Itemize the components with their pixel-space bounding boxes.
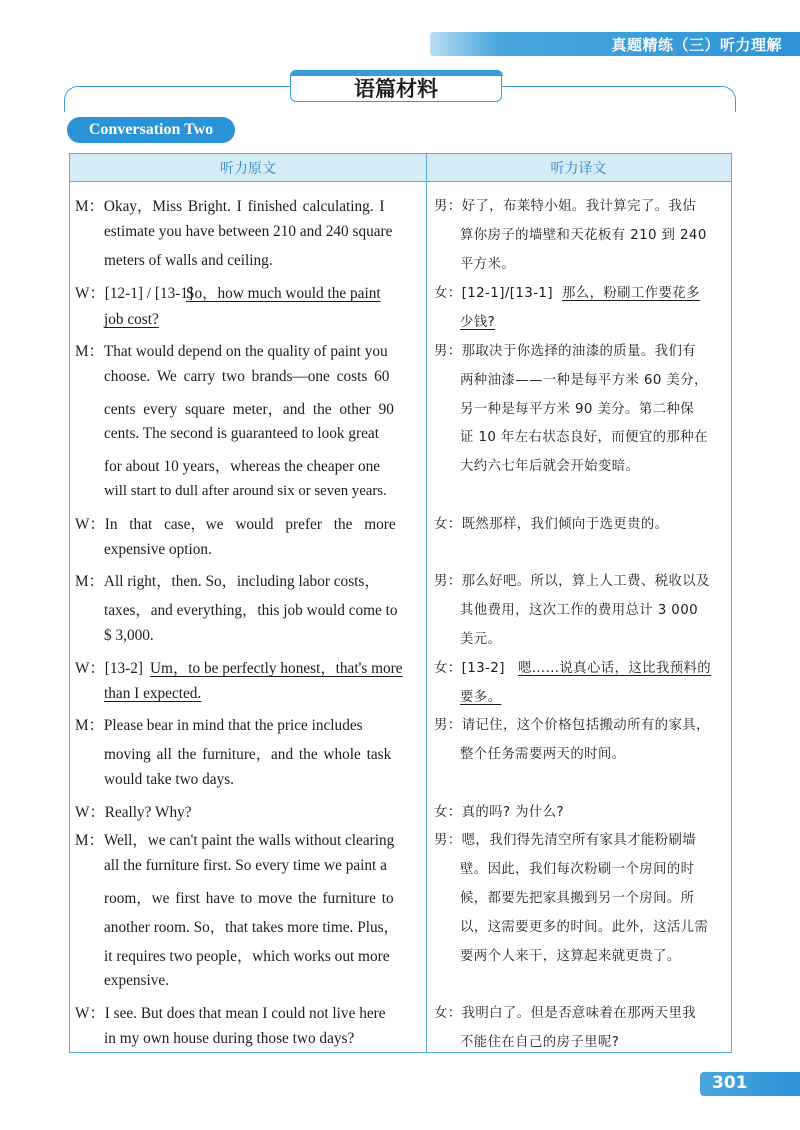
text-line: cents every square meter，and the other 90: [104, 401, 394, 418]
text-line: expensive.: [104, 972, 169, 989]
text-line: 候，都要先把家具搬到另一个房间。所: [460, 891, 695, 906]
text-line: another room. So，that takes more time. Plus，: [104, 919, 399, 936]
text-line: 男：请记住，这个价格包括搬动所有的家具，: [434, 718, 710, 733]
text-line: 美元。: [460, 632, 502, 647]
text-line: 壁。因此，我们每次粉刷一个房间的时: [460, 862, 695, 877]
text-line: estimate you have between 210 and 240 square: [104, 223, 393, 240]
text-line: choose. We carry two brands—one costs 60: [104, 368, 390, 385]
highlighted-text: 那么，粉刷工作要花多: [562, 286, 700, 301]
text-line: M：That would depend on the quality of paint you: [75, 343, 388, 360]
text-line: 大约六七年后就会开始变暗。: [460, 459, 640, 474]
highlighted-text: job cost?: [104, 311, 159, 328]
text-line: M：Please bear in mind that the price includes: [75, 717, 363, 734]
text-line: expensive option.: [104, 541, 212, 558]
column-divider: [426, 154, 427, 1052]
column-header-translation: 听力译文: [550, 161, 607, 177]
text-line: W：[12-1] / [13-1]: [75, 285, 194, 302]
text-line: it requires two people，which works out more: [104, 948, 390, 965]
text-line: W：In that case，we would prefer the more: [75, 516, 396, 533]
text-line: 女：[12-1]/[13-1]: [434, 286, 553, 301]
text-line: 不能住在自己的房子里呢?: [460, 1035, 620, 1050]
page-number: 301: [712, 1073, 748, 1093]
text-line: 女：真的吗? 为什么?: [434, 805, 564, 820]
table-header: [70, 154, 731, 182]
highlighted-text: 嗯……说真心话，这比我预料的: [518, 661, 712, 676]
text-line: 男：好了，布莱特小姐。我计算完了。我估: [434, 199, 697, 214]
text-line: 平方米。: [460, 257, 516, 272]
text-line: for about 10 years，whereas the cheaper one: [104, 458, 381, 475]
text-line: 两种油漆——一种是每平方米 60 美分，: [460, 373, 708, 388]
text-line: 其他费用，这次工作的费用总计 3 000: [460, 603, 699, 618]
text-line: W：Really? Why?: [75, 804, 192, 821]
text-line: meters of walls and ceiling.: [104, 252, 273, 269]
text-line: taxes，and everything，this job would come to: [104, 602, 398, 619]
text-line: cents. The second is guaranteed to look great: [104, 425, 379, 442]
highlighted-text: than I expected.: [104, 685, 202, 702]
highlighted-text: 少钱?: [460, 315, 496, 330]
text-line: 算你房子的墙壁和天花板有 210 到 240: [460, 228, 707, 243]
highlighted-text: Um，to be perfectly honest，that's more: [150, 660, 403, 677]
highlighted-text: 要多。: [460, 690, 502, 705]
text-line: $ 3,000.: [104, 627, 154, 644]
text-line: 男：那么好吧。所以，算上人工费、税收以及: [434, 574, 710, 589]
section-banner: [430, 32, 800, 56]
text-line: M：All right，then. So，including labor costs，: [75, 573, 380, 590]
transcript-table: [69, 153, 732, 1053]
text-line: M：Okay，Miss Bright. I finished calculating. I: [75, 198, 385, 215]
text-line: W：I see. But does that mean I could not live here: [75, 1005, 386, 1022]
text-line: 要两个人来干，这算起来就更贵了。: [460, 949, 681, 964]
text-line: will start to dull after around six or seven years.: [104, 483, 387, 499]
text-line: in my own house during those two days?: [104, 1030, 355, 1047]
conversation-badge: Conversation Two: [67, 117, 235, 143]
section-title: 真题精练（三）听力理解: [611, 36, 782, 54]
text-line: 另一种是每平方米 90 美分。第二种保: [460, 402, 695, 417]
text-line: all the furniture first. So every time we paint a: [104, 857, 387, 874]
text-line: 整个任务需要两天的时间。: [460, 747, 626, 762]
text-line: 证 10 年左右状态良好，而便宜的那种在: [460, 430, 708, 445]
page-number-tab: [700, 1072, 800, 1096]
text-line: moving all the furniture，and the whole task: [104, 746, 392, 763]
text-line: would take two days.: [104, 771, 235, 788]
text-line: M：Well，we can't paint the walls without clearing: [75, 832, 395, 849]
text-line: 男：嗯，我们得先清空所有家具才能粉刷墙: [434, 833, 697, 848]
text-line: 以，这需要更多的时间。此外，这活儿需: [460, 920, 709, 935]
page-title: 语篇材料: [354, 77, 438, 101]
text-line: 女：我明白了。但是否意味着在那两天里我: [434, 1006, 697, 1021]
title-box: [290, 70, 502, 102]
highlighted-text: So，how much would the paint: [186, 285, 381, 302]
text-line: W：[13-2]: [75, 660, 143, 677]
text-line: 女：[13-2]: [434, 661, 505, 676]
text-line: 男：那取决于你选择的油漆的质量。我们有: [434, 344, 697, 359]
text-line: 女：既然那样，我们倾向于选更贵的。: [434, 517, 669, 532]
text-line: room，we first have to move the furniture to: [104, 890, 394, 907]
column-header-original: 听力原文: [220, 161, 276, 177]
